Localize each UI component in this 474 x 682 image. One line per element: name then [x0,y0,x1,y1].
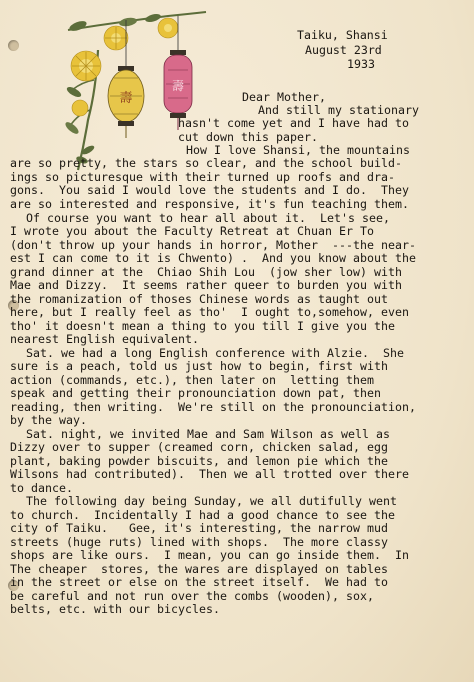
letter-line: are so interested and responsive, it's fun teaching them. [10,197,410,211]
letter-line: shops are like ours. I mean, you can go inside them. In [10,548,410,562]
letter-line: speak and getting their pronounciation down pat, then [10,386,382,400]
letter-line: The following day being Sunday, we all dutifully went [26,494,398,508]
svg-text:壽: 壽 [119,91,133,106]
letter-line: est I can come to it is Chwento) . And you know about the [10,251,417,265]
letter-line: And still my stationary [258,103,420,117]
letter-line: I wrote you about the Faculty Retreat at Chuan Er To [10,224,375,238]
letter-line: to dance. [10,481,74,495]
punch-hole-top [8,40,19,51]
letter-line: Dear Mother, [242,90,327,104]
letter-line: The cheaper stores, the wares are displayed on tables [10,562,389,576]
letter-line: nearest English equivalent. [10,332,200,346]
letter-line: hasn't come yet and I have had to [178,116,410,130]
letter-line: Dizzy over to supper (creamed corn, chicken salad, egg [10,440,389,454]
letter-line: How I love Shansi, the mountains [186,143,411,157]
letter-line: be careful and not run over the combs (wooden), sox, [10,589,375,603]
letter-line: here, but I really feel as tho' I ought to,somehow, even [10,305,410,319]
svg-text:壽: 壽 [171,79,185,93]
letter-line: to church. Incidentally I had a good chance to see the [10,508,396,522]
letter-date: August 23rd [305,43,382,57]
letter-line: Wilsons had contributed). Then we all trotted over there [10,467,410,481]
letter-line: reading, then writing. We're still on the pronounciation, [10,400,417,414]
letter-line: Of course you want to hear all about it. Let's see, [26,211,391,225]
letter-year: 1933 [347,57,375,71]
letter-line: (don't throw up your hands in horror, Mother ---the near- [10,238,417,252]
letter-line: city of Taiku. Gee, it's interesting, the narrow mud [10,521,389,535]
letter-line: ings so picturesque with their turned up roofs and dra- [10,170,396,184]
letter-line: action (commands, etc.), then later on letting them [10,373,375,387]
letter-line: cut down this paper. [178,130,319,144]
letter-line: the romanization of thoses Chinese words as taught out [10,292,389,306]
letter-line: Sat. we had a long English conference with Alzie. She [26,346,405,360]
letter-line: grand dinner at the Chiao Shih Lou (jow sher low) with [10,265,403,279]
letter-place: Taiku, Shansi [297,28,388,42]
letter-line: sure is a peach, told us just how to begin, first with [10,359,389,373]
letter-line: by the way. [10,413,88,427]
letter-line: Sat. night, we invited Mae and Sam Wilson as well as [26,427,391,441]
letter-line: are so pretty, the stars so clear, and the school build- [10,156,403,170]
letter-line: gons. You said I would love the students and I do. They [10,183,410,197]
letter-line: plant, baking powder biscuits, and lemon pie which the [10,454,389,468]
letter-line: belts, etc. with our bicycles. [10,602,221,616]
letter-line: tho' it doesn't mean a thing to you till I give you the [10,319,396,333]
letter-line: streets (huge ruts) lined with shops. The more classy [10,535,389,549]
letter-line: in the street or else on the street itself. We had to [10,575,389,589]
letter-line: Mae and Dizzy. It seems rather queer to burden you with [10,278,403,292]
